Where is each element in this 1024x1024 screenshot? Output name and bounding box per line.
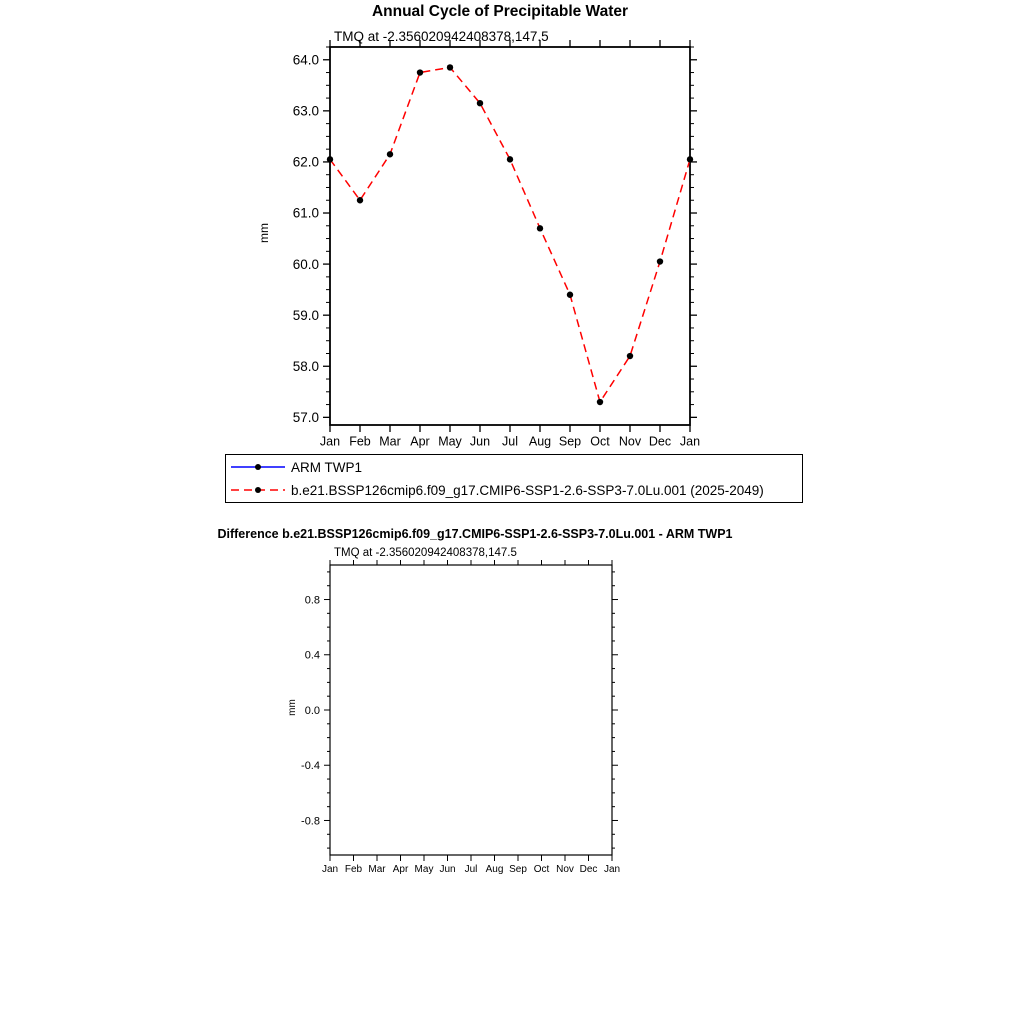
svg-text:Mar: Mar (379, 434, 401, 449)
legend-line-sample-solid (229, 461, 287, 473)
svg-text:0.4: 0.4 (304, 649, 320, 662)
svg-text:59.0: 59.0 (292, 307, 319, 323)
legend-box (225, 454, 803, 503)
svg-text:Dec: Dec (579, 864, 598, 875)
legend-label: ARM TWP1 (291, 459, 363, 475)
annual-cycle-plot-svg (280, 40, 740, 452)
difference-y-axis-label: mm (286, 699, 298, 716)
legend-item-model-run (226, 479, 802, 502)
svg-text:May: May (438, 434, 462, 449)
svg-text:58.0: 58.0 (292, 358, 319, 374)
svg-text:May: May (414, 864, 434, 875)
svg-text:Jan: Jan (679, 434, 701, 449)
annual-cycle-y-axis-label: mm (257, 223, 271, 243)
svg-text:64.0: 64.0 (292, 52, 319, 68)
annual-cycle-title: Annual Cycle of Precipitable Water (371, 3, 629, 20)
svg-text:Jan: Jan (603, 864, 621, 875)
svg-text:-0.4: -0.4 (301, 760, 320, 773)
svg-text:Oct: Oct (590, 434, 610, 449)
svg-text:Feb: Feb (344, 864, 363, 875)
svg-text:Feb: Feb (349, 434, 371, 449)
legend-item-arm-twp1 (226, 456, 802, 479)
svg-text:Jan: Jan (321, 864, 339, 875)
svg-text:Apr: Apr (410, 434, 430, 449)
difference-plot-svg (280, 560, 680, 885)
svg-text:Sep: Sep (558, 434, 582, 449)
svg-text:Jan: Jan (319, 434, 341, 449)
difference-title: Difference b.e21.BSSP126cmip6.f09_g17.CMIP6-SSP1-2.6-SSP3-7.0Lu.001 - ARM TWP1 (217, 527, 733, 541)
svg-text:Dec: Dec (648, 434, 672, 449)
svg-text:Aug: Aug (528, 434, 552, 449)
svg-text:62.0: 62.0 (292, 154, 319, 170)
svg-text:Apr: Apr (392, 864, 409, 875)
svg-text:Aug: Aug (485, 864, 504, 875)
svg-text:57.0: 57.0 (292, 410, 319, 426)
svg-text:61.0: 61.0 (292, 205, 319, 221)
svg-text:Sep: Sep (509, 864, 527, 875)
legend-label: b.e21.BSSP126cmip6.f09_g17.CMIP6-SSP1-2.6-SSP3-7.0Lu.001 (2025-2049) (291, 482, 764, 498)
svg-text:Nov: Nov (556, 864, 574, 875)
svg-text:Mar: Mar (368, 864, 386, 875)
svg-text:Jun: Jun (439, 864, 456, 875)
svg-text:Jul: Jul (464, 864, 478, 875)
svg-text:-0.8: -0.8 (301, 815, 320, 828)
svg-text:Oct: Oct (533, 864, 550, 875)
legend-line-sample-dashed (229, 484, 287, 496)
svg-text:0.0: 0.0 (304, 704, 320, 717)
svg-text:Nov: Nov (618, 434, 642, 449)
svg-text:Jul: Jul (502, 434, 518, 449)
svg-text:0.8: 0.8 (304, 594, 320, 607)
svg-text:60.0: 60.0 (292, 256, 319, 272)
difference-subtitle: TMQ at -2.356020942408378,147.5 (334, 547, 517, 559)
svg-text:Jun: Jun (469, 434, 491, 449)
svg-text:63.0: 63.0 (292, 103, 319, 119)
annual-cycle-subtitle: TMQ at -2.356020942408378,147.5 (334, 29, 549, 44)
